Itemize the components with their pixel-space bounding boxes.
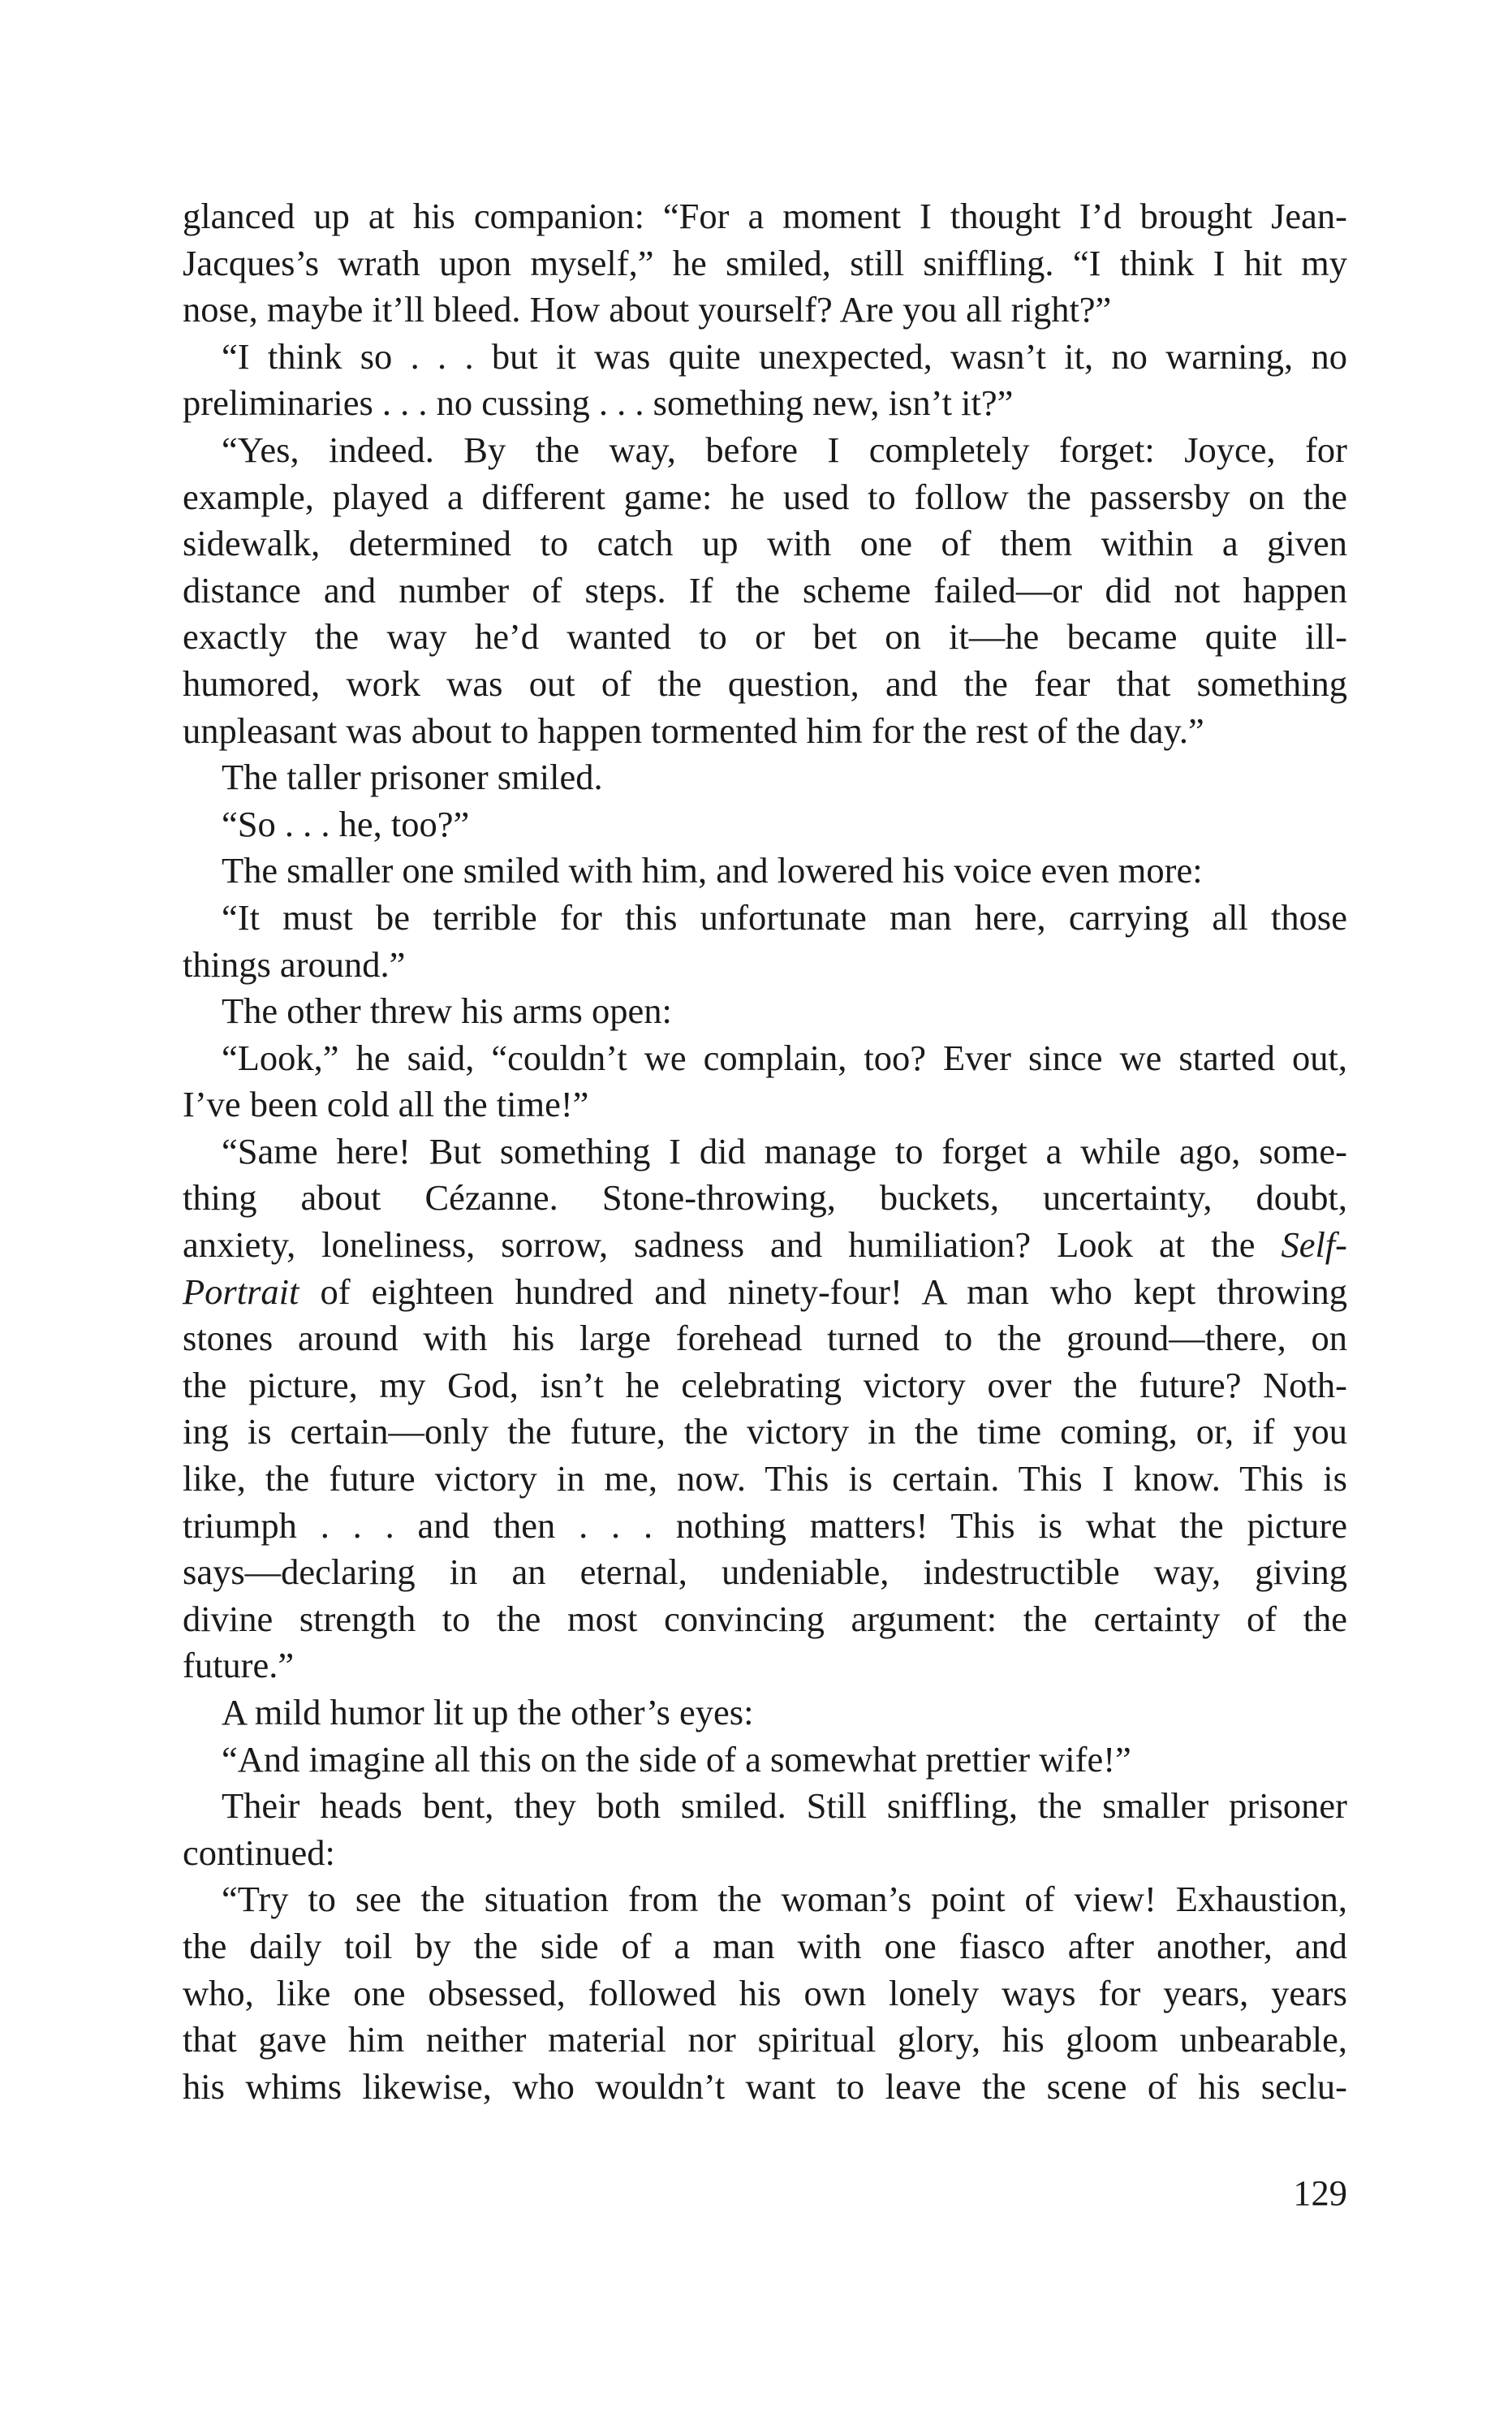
text-line: I’ve been cold all the time!” — [183, 1084, 589, 1125]
text-line: who, like one obsessed, followed his own lonely ways for years, years — [183, 1972, 1347, 2013]
text-line: The smaller one smiled with him, and lowered his voice even more: — [222, 850, 1203, 891]
text-line: the picture, my God, isn’t he celebrating victory over the future? Noth- — [183, 1364, 1347, 1405]
text-line: glanced up at his companion: “For a moment I thought I’d brought Jean- — [183, 196, 1347, 236]
text-line: anxiety, loneliness, sorrow, sadness and humiliation? Look at the Self- — [183, 1224, 1347, 1266]
text-line: Their heads bent, they both smiled. Still sniffling, the smaller prisoner — [222, 1785, 1347, 1827]
text-line: example, played a different game: he used to follow the passersby on the — [183, 476, 1347, 517]
text-line: “Look,” he said, “couldn’t we complain, too? Ever since we started out, — [222, 1037, 1347, 1078]
text-line: ing is certain—only the future, the victory in the time coming, or, if you — [183, 1411, 1347, 1452]
text-line: preliminaries . . . no cussing . . . something new, isn’t it?” — [183, 382, 1014, 424]
italic-title: Portrait — [183, 1271, 299, 1312]
page-number: 129 — [1293, 2173, 1347, 2213]
text-line: future.” — [183, 1645, 295, 1686]
text-line: The taller prisoner smiled. — [222, 757, 603, 798]
text-line: thing about Cézanne. Stone-throwing, buckets, uncertainty, doubt, — [183, 1177, 1347, 1219]
italic-title: Self- — [1281, 1224, 1347, 1266]
text-line: nose, maybe it’ll bleed. How about yourself? Are you all right?” — [183, 289, 1112, 330]
text-line: humored, work was out of the question, and the fear that something — [183, 662, 1347, 704]
text-line: “I think so . . . but it was quite unexpected, wasn’t it, no warning, no — [222, 335, 1347, 377]
text-line: that gave him neither material nor spiritual glory, his gloom unbearable, — [183, 2019, 1347, 2060]
text-line: “Same here! But something I did manage to forget a while ago, some- — [222, 1130, 1347, 1171]
text-line: “Yes, indeed. By the way, before I completely forget: Joyce, for — [222, 429, 1347, 470]
text-line: “It must be terrible for this unfortunate man here, carrying all those — [222, 896, 1347, 938]
text-line: the daily toil by the side of a man with one fiasco after another, and — [183, 1925, 1347, 1966]
text-line: says—declaring in an eternal, undeniable, indestructible way, giving — [183, 1551, 1347, 1593]
text-line: divine strength to the most convincing argument: the certainty of the — [183, 1598, 1347, 1639]
text-line: things around.” — [183, 943, 406, 985]
text-line: triumph . . . and then . . . nothing matters! This is what the picture — [183, 1504, 1347, 1546]
text-line: continued: — [183, 1832, 335, 1873]
text-line: stones around with his large forehead turned to the ground—there, on — [183, 1318, 1347, 1359]
text-line: exactly the way he’d wanted to or bet on it—he became quite ill- — [183, 616, 1347, 658]
text-line: his whims likewise, who wouldn’t want to leave the scene of his seclu- — [183, 2065, 1347, 2107]
text-line: sidewalk, determined to catch up with one of them within a given — [183, 523, 1347, 564]
text-line: “Try to see the situation from the woman’s point of view! Exhaustion, — [222, 1879, 1347, 1920]
text-line: “So . . . he, too?” — [222, 803, 470, 844]
text-line: Jacques’s wrath upon myself,” he smiled, still sniffling. “I think I hit my — [183, 242, 1347, 283]
page-body — [183, 193, 1347, 2110]
text-line: distance and number of steps. If the scheme failed—or did not happen — [183, 569, 1347, 611]
text-line: like, the future victory in me, now. This is certain. This I know. This is — [183, 1458, 1347, 1499]
text-line: unpleasant was about to happen tormented him for the rest of the day.” — [183, 710, 1204, 751]
text-line: The other threw his arms open: — [222, 990, 672, 1032]
text-line: Portrait of eighteen hundred and ninety-four! A man who kept throwing — [183, 1271, 1347, 1312]
text-line: “And imagine all this on the side of a somewhat prettier wife!” — [222, 1738, 1131, 1780]
text-line: A mild humor lit up the other’s eyes: — [222, 1692, 754, 1732]
